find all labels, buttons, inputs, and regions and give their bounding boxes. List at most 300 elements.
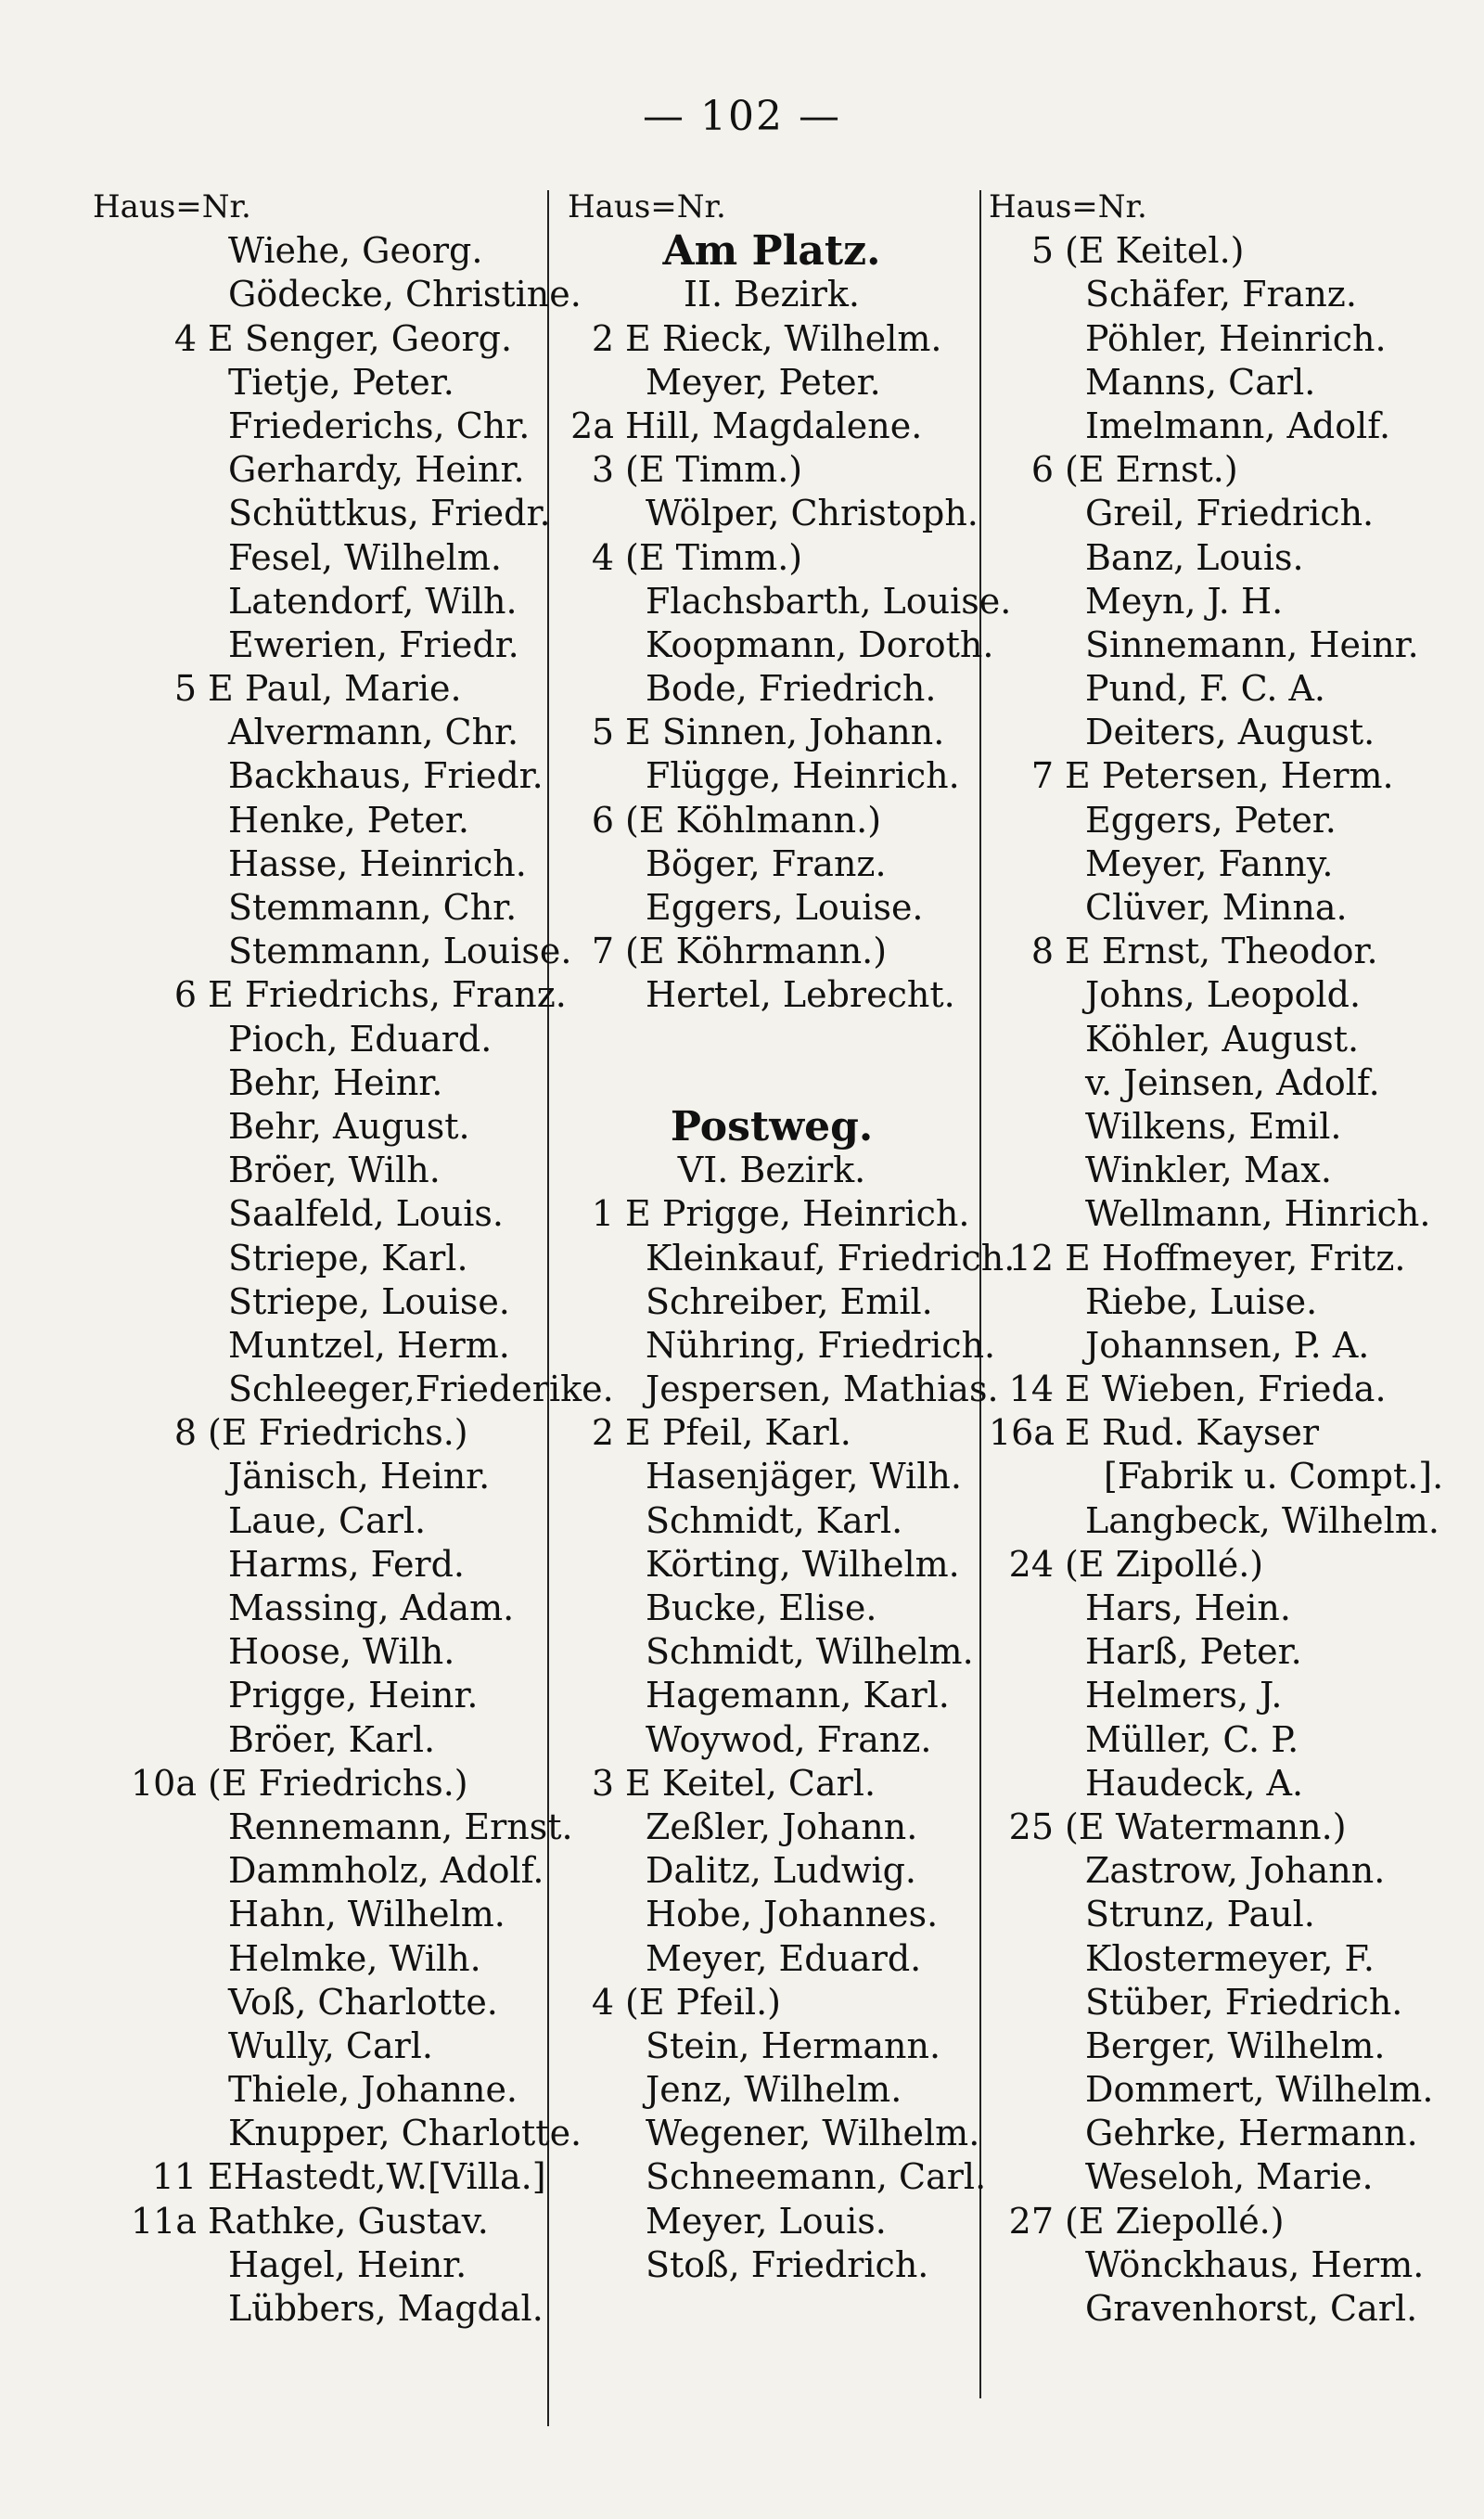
resident-entry — [93, 273, 582, 316]
house-number — [568, 1237, 625, 1280]
resident-name: Bucke, Elise. — [646, 1587, 877, 1629]
street-heading: Postweg. — [670, 1102, 874, 1150]
resident-entry — [568, 536, 976, 580]
resident-name: E Friedrichs, Franz. — [208, 974, 567, 1016]
resident-entry — [568, 711, 976, 754]
house-number — [568, 1937, 625, 1981]
resident-entry — [989, 1674, 1452, 1717]
resident-entry — [93, 229, 543, 273]
resident-name: Schmidt, Wilhelm. — [646, 1631, 974, 1673]
house-number — [989, 1893, 1065, 1936]
resident-name: Striepe, Karl. — [228, 1237, 468, 1279]
resident-entry — [989, 492, 1452, 535]
resident-entry — [989, 842, 1452, 886]
resident-name: Wölper, Christoph. — [646, 493, 979, 534]
resident-entry — [93, 2287, 543, 2331]
resident-name: Rathke, Gustav. — [208, 2200, 489, 2242]
house-number — [93, 1368, 208, 1411]
resident-name: Latendorf, Wilh. — [228, 580, 518, 622]
resident-entry — [93, 842, 543, 886]
resident-entry — [568, 405, 976, 448]
house-number — [568, 973, 625, 1017]
house-number — [989, 1324, 1065, 1368]
resident-name: Hertel, Lebrecht. — [646, 974, 955, 1016]
resident-name: Hagel, Heinr. — [228, 2243, 467, 2285]
page-number: — 102 — — [643, 93, 841, 140]
resident-entry — [568, 2155, 987, 2199]
resident-entry — [989, 1192, 1452, 1236]
house-number — [93, 448, 208, 492]
resident-name: Nühring, Friedrich. — [646, 1324, 996, 1366]
house-number — [568, 1893, 625, 1936]
resident-entry — [93, 667, 543, 711]
resident-name: Stein, Hermann. — [646, 2024, 941, 2066]
resident-entry — [93, 1237, 543, 1280]
resident-name: EHastedt,W.[Villa.] — [208, 2156, 546, 2198]
house-number — [93, 1674, 208, 1717]
house-number — [989, 361, 1065, 405]
house-number — [989, 536, 1065, 580]
resident-name: E Pfeil, Karl. — [625, 1412, 851, 1454]
resident-entry — [568, 754, 976, 798]
resident-name: (E Timm.) — [625, 536, 803, 578]
house-number — [989, 799, 1065, 842]
house-number — [568, 623, 625, 667]
resident-name: Alvermann, Chr. — [228, 712, 519, 753]
house-number — [93, 711, 208, 754]
resident-entry — [568, 2024, 976, 2068]
resident-entry — [989, 317, 1452, 361]
house-number — [568, 2068, 625, 2112]
resident-name: Voß, Charlotte. — [228, 1981, 498, 2023]
resident-name: Stüber, Friedrich. — [1085, 1981, 1403, 2023]
resident-entry — [93, 1937, 543, 1981]
house-number — [93, 1849, 208, 1893]
resident-entry — [93, 1018, 543, 1061]
resident-name: Meyer, Peter. — [646, 361, 881, 403]
house-number: 3 — [591, 449, 614, 491]
column-divider — [979, 190, 981, 2398]
house-number — [568, 492, 625, 535]
house-number: 25 — [1008, 1806, 1054, 1847]
resident-name: Schneemann, Carl. — [646, 2156, 987, 2198]
resident-entry — [989, 536, 1452, 580]
resident-name: Gravenhorst, Carl. — [1085, 2288, 1418, 2329]
house-number — [93, 1806, 208, 1849]
house-number — [93, 1324, 208, 1368]
resident-entry — [989, 2024, 1452, 2068]
resident-name: Zeßler, Johann. — [646, 1806, 918, 1847]
resident-entry — [93, 1674, 543, 1717]
resident-name: E Sinnen, Johann. — [625, 712, 945, 753]
resident-name: Meyer, Eduard. — [646, 1937, 922, 1979]
resident-entry — [93, 1061, 543, 1105]
resident-name: Hasenjäger, Wilh. — [646, 1456, 962, 1497]
house-number — [989, 1149, 1065, 1192]
street-heading: Am Platz. — [662, 227, 881, 276]
resident-entry — [989, 1806, 1452, 1849]
resident-name: Fesel, Wilhelm. — [228, 536, 503, 578]
resident-entry — [989, 1411, 1452, 1455]
house-number — [93, 2243, 208, 2287]
resident-entry — [568, 1411, 976, 1455]
resident-name: Hobe, Johannes. — [646, 1894, 939, 1935]
resident-name: Schleeger,Friederike. — [228, 1369, 614, 1410]
resident-entry — [93, 492, 551, 535]
resident-entry — [568, 1718, 976, 1762]
resident-entry — [568, 1849, 976, 1893]
resident-entry — [989, 886, 1452, 930]
house-number — [93, 405, 208, 448]
house-number: 10a — [130, 1762, 197, 1804]
resident-name: (E Ziepollé.) — [1065, 2200, 1285, 2242]
house-number: 4 — [591, 1981, 614, 2023]
resident-entry — [568, 1806, 976, 1849]
house-number — [989, 1718, 1065, 1762]
house-number — [989, 1455, 1065, 1498]
resident-name: Greil, Friedrich. — [1085, 493, 1375, 534]
resident-name: Müller, C. P. — [1085, 1718, 1299, 1760]
resident-entry — [989, 1061, 1452, 1105]
house-number — [93, 1893, 208, 1936]
resident-name: Strunz, Paul. — [1085, 1894, 1315, 1935]
house-number — [93, 1237, 208, 1280]
resident-entry — [93, 1455, 543, 1498]
resident-name: (E Timm.) — [625, 449, 803, 491]
house-number: 12 — [1008, 1237, 1054, 1279]
resident-name: Henke, Peter. — [228, 799, 469, 841]
resident-name: Winkler, Max. — [1085, 1150, 1332, 1191]
resident-entry — [568, 1762, 976, 1806]
resident-name: Schreiber, Emil. — [646, 1280, 933, 1322]
resident-entry — [93, 711, 543, 754]
house-number — [93, 1280, 208, 1324]
resident-entry — [989, 448, 1452, 492]
resident-name: Bode, Friedrich. — [646, 668, 937, 710]
house-number — [568, 2200, 625, 2243]
house-number — [93, 361, 208, 405]
house-number — [568, 1806, 625, 1849]
house-number — [989, 2024, 1065, 2068]
resident-entry — [989, 2112, 1452, 2155]
house-number — [93, 1981, 208, 2024]
house-number: 5 — [173, 668, 197, 710]
house-number — [568, 1718, 625, 1762]
resident-entry — [989, 1718, 1452, 1762]
resident-name: v. Jeinsen, Adolf. — [1085, 1061, 1380, 1103]
house-number: 16a — [989, 1412, 1055, 1454]
resident-name: Dalitz, Ludwig. — [646, 1850, 916, 1892]
house-number — [989, 623, 1065, 667]
resident-name: Flachsbarth, Louise. — [646, 580, 1012, 622]
house-number — [989, 1762, 1065, 1806]
resident-name: Meyn, J. H. — [1085, 580, 1284, 622]
resident-name: Helmers, J. — [1085, 1675, 1283, 1716]
house-number — [93, 623, 208, 667]
resident-name: Jespersen, Mathias. — [646, 1369, 999, 1410]
house-number — [568, 1499, 625, 1543]
resident-name: Woywod, Franz. — [646, 1718, 932, 1760]
resident-name: E Keitel, Carl. — [625, 1762, 876, 1804]
resident-name: Körting, Wilhelm. — [646, 1543, 960, 1585]
resident-entry — [989, 711, 1452, 754]
house-number — [93, 229, 208, 273]
house-number — [568, 1324, 625, 1368]
house-number — [989, 1674, 1065, 1717]
house-number — [989, 973, 1065, 1017]
district-label: VI. Bezirk. — [677, 1150, 866, 1191]
resident-name: Imelmann, Adolf. — [1085, 405, 1391, 446]
resident-name: Köhler, August. — [1085, 1018, 1360, 1060]
house-number: 6 — [173, 974, 197, 1016]
house-number — [568, 1849, 625, 1893]
resident-name: Striepe, Louise. — [228, 1280, 510, 1322]
house-number — [989, 1499, 1065, 1543]
resident-name: Meyer, Fanny. — [1085, 842, 1334, 884]
house-number: 27 — [1008, 2200, 1054, 2242]
house-number — [568, 1630, 625, 1674]
resident-entry — [568, 492, 979, 535]
resident-name: Stemmann, Chr. — [228, 887, 518, 928]
resident-entry — [93, 1587, 543, 1630]
house-number — [93, 2024, 208, 2068]
resident-entry — [568, 973, 976, 1017]
resident-entry — [989, 1455, 1452, 1498]
resident-name: Stoß, Friedrich. — [646, 2243, 929, 2285]
resident-name: Haudeck, A. — [1085, 1762, 1304, 1804]
resident-name: Hoose, Wilh. — [228, 1631, 455, 1673]
resident-name: E Rud. Kayser — [1065, 1412, 1320, 1454]
house-number — [989, 405, 1065, 448]
house-number: 4 — [173, 317, 197, 359]
house-number — [989, 1105, 1065, 1149]
resident-name: (E Friedrichs.) — [208, 1762, 468, 1804]
resident-entry — [568, 317, 976, 361]
resident-entry — [989, 2287, 1452, 2331]
resident-entry — [93, 799, 543, 842]
house-number — [568, 886, 625, 930]
resident-entry — [989, 1324, 1452, 1368]
resident-name: (E Watermann.) — [1065, 1806, 1347, 1847]
house-number — [568, 2155, 625, 2199]
house-number — [568, 2024, 625, 2068]
house-number — [989, 1981, 1065, 2024]
resident-name: Meyer, Louis. — [646, 2200, 887, 2242]
resident-name: Wiehe, Georg. — [228, 230, 483, 272]
house-number: 7 — [591, 931, 614, 972]
resident-entry — [989, 623, 1452, 667]
resident-entry — [989, 229, 1452, 273]
resident-entry — [989, 273, 1452, 316]
resident-entry — [989, 405, 1452, 448]
resident-name: E Senger, Georg. — [208, 317, 513, 359]
resident-name: Sinnemann, Heinr. — [1085, 623, 1419, 665]
resident-entry — [568, 1630, 976, 1674]
house-number — [989, 1061, 1065, 1105]
resident-entry — [568, 1981, 976, 2024]
resident-entry — [93, 1105, 543, 1149]
house-number — [568, 1674, 625, 1717]
house-number — [989, 2068, 1065, 2112]
resident-entry — [93, 886, 543, 930]
resident-entry — [568, 842, 976, 886]
directory-column-2 — [568, 186, 1016, 2287]
resident-entry — [93, 2200, 543, 2243]
resident-name: Gödecke, Christine. — [228, 274, 582, 315]
house-number — [93, 2068, 208, 2112]
resident-entry — [568, 1587, 976, 1630]
resident-entry — [93, 1192, 543, 1236]
resident-name: Böger, Franz. — [646, 842, 887, 884]
house-number — [93, 842, 208, 886]
resident-name: Schäfer, Franz. — [1085, 274, 1357, 315]
resident-name: Jenz, Wilhelm. — [646, 2069, 902, 2111]
resident-name: Backhaus, Friedr. — [228, 755, 544, 797]
resident-name: Friederichs, Chr. — [228, 405, 531, 446]
house-number — [989, 2155, 1065, 2199]
resident-entry — [989, 754, 1452, 798]
house-number — [989, 580, 1065, 623]
house-number — [93, 1192, 208, 1236]
resident-name: Dommert, Wilhelm. — [1085, 2069, 1434, 2111]
resident-entry — [93, 2112, 582, 2155]
resident-entry — [568, 1324, 996, 1368]
resident-entry — [568, 580, 1012, 623]
resident-entry — [989, 930, 1452, 973]
resident-entry — [568, 1543, 976, 1587]
resident-name: Manns, Carl. — [1085, 361, 1316, 403]
house-number — [568, 754, 625, 798]
district-label: II. Bezirk. — [683, 274, 861, 315]
resident-name: (E Zipollé.) — [1065, 1543, 1264, 1585]
resident-name: [Fabrik u. Compt.]. — [1104, 1456, 1444, 1497]
house-number — [93, 1630, 208, 1674]
resident-entry — [989, 2155, 1452, 2199]
resident-entry — [989, 1149, 1452, 1192]
resident-entry — [93, 1981, 543, 2024]
resident-name: Ewerien, Friedr. — [228, 623, 519, 665]
house-number — [93, 1061, 208, 1105]
house-number — [989, 2112, 1065, 2155]
resident-entry — [568, 1674, 976, 1717]
house-number — [93, 2112, 208, 2155]
resident-entry — [93, 361, 543, 405]
resident-entry — [93, 2024, 543, 2068]
house-number: 3 — [591, 1762, 614, 1804]
house-number: 5 — [1030, 230, 1054, 272]
resident-entry — [989, 1018, 1452, 1061]
resident-entry — [989, 1893, 1452, 1936]
resident-name: Jänisch, Heinr. — [228, 1456, 491, 1497]
resident-name: Laue, Carl. — [228, 1499, 427, 1541]
house-number — [989, 1192, 1065, 1236]
resident-entry — [93, 1324, 543, 1368]
resident-name: (E Köhlmann.) — [625, 799, 882, 841]
resident-entry — [93, 580, 543, 623]
house-number — [989, 886, 1065, 930]
resident-entry — [568, 667, 976, 711]
resident-name: Hahn, Wilhelm. — [228, 1894, 505, 1935]
column-header: Haus=Nr. — [989, 188, 1147, 225]
resident-entry — [93, 623, 543, 667]
house-number — [568, 2112, 625, 2155]
resident-entry — [989, 1587, 1452, 1630]
resident-entry — [568, 1237, 1016, 1280]
resident-name: E Prigge, Heinrich. — [625, 1193, 970, 1235]
resident-entry — [989, 1937, 1452, 1981]
resident-entry — [989, 1237, 1452, 1280]
house-number — [989, 1630, 1065, 1674]
resident-name: Pöhler, Heinrich. — [1085, 317, 1387, 359]
resident-entry — [989, 1849, 1452, 1893]
resident-name: Stemmann, Louise. — [228, 931, 572, 972]
resident-entry — [568, 1937, 976, 1981]
resident-entry — [93, 2155, 546, 2199]
resident-entry — [568, 2200, 976, 2243]
column-header: Haus=Nr. — [568, 188, 726, 225]
house-number — [568, 667, 625, 711]
resident-entry — [93, 973, 567, 1017]
resident-entry — [568, 886, 976, 930]
resident-name: Gerhardy, Heinr. — [228, 449, 525, 491]
resident-entry — [568, 799, 976, 842]
house-number — [568, 580, 625, 623]
resident-name: Wönckhaus, Herm. — [1085, 2243, 1425, 2285]
resident-entry — [93, 1718, 543, 1762]
house-number — [568, 1543, 625, 1587]
resident-entry — [989, 1543, 1452, 1587]
resident-name: E Hoffmeyer, Fritz. — [1065, 1237, 1406, 1279]
house-number — [93, 799, 208, 842]
resident-entry — [989, 361, 1452, 405]
resident-entry — [93, 1762, 543, 1806]
house-number — [93, 273, 208, 316]
resident-name: Clüver, Minna. — [1085, 887, 1348, 928]
resident-entry — [568, 1893, 976, 1936]
house-number — [93, 1455, 208, 1498]
resident-entry — [989, 1762, 1452, 1806]
house-number — [93, 930, 208, 973]
house-number — [989, 711, 1065, 754]
resident-name: E Wieben, Frieda. — [1065, 1369, 1387, 1410]
resident-name: Behr, August. — [228, 1105, 470, 1147]
resident-name: Helmke, Wilh. — [228, 1937, 481, 1979]
resident-entry — [93, 317, 543, 361]
resident-entry — [93, 1806, 573, 1849]
house-number — [93, 754, 208, 798]
resident-name: Schüttkus, Friedr. — [228, 493, 551, 534]
house-number — [989, 492, 1065, 535]
house-number — [568, 361, 625, 405]
house-number: 7 — [1030, 755, 1054, 797]
house-number: 2 — [591, 317, 614, 359]
resident-entry — [989, 1981, 1452, 2024]
house-number: 5 — [591, 712, 614, 753]
resident-name: Lübbers, Magdal. — [228, 2288, 544, 2329]
resident-entry — [989, 1368, 1452, 1411]
resident-name: Wellmann, Hinrich. — [1085, 1193, 1431, 1235]
house-number — [989, 842, 1065, 886]
resident-entry — [989, 799, 1452, 842]
house-number — [989, 317, 1065, 361]
house-number — [93, 1937, 208, 1981]
resident-name: Eggers, Louise. — [646, 887, 924, 928]
house-number: 2a — [570, 405, 614, 446]
house-number — [93, 2287, 208, 2331]
resident-entry — [568, 2112, 980, 2155]
house-number — [93, 536, 208, 580]
resident-name: Johannsen, P. A. — [1085, 1324, 1370, 1366]
